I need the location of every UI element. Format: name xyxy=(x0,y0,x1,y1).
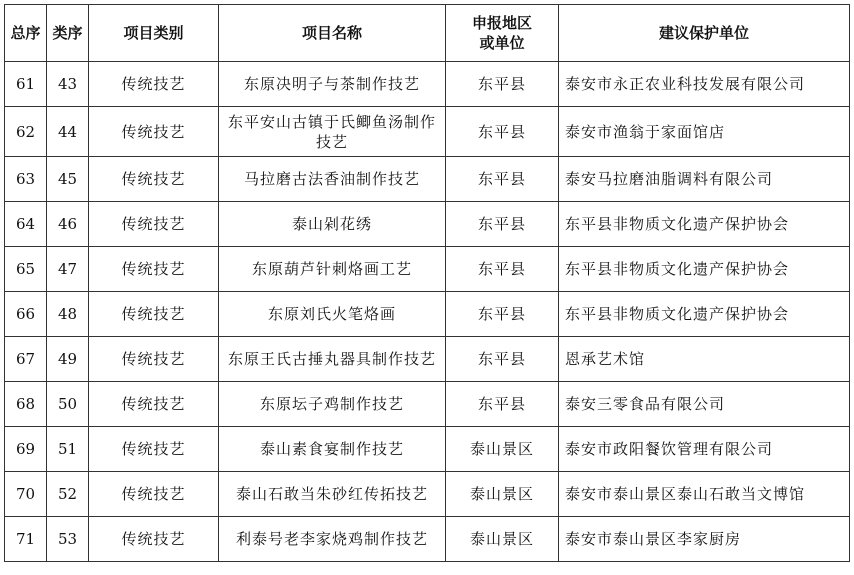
cell-total-no: 71 xyxy=(5,517,47,562)
cell-category: 传统技艺 xyxy=(89,427,219,472)
table-row xyxy=(5,202,850,247)
cell-region: 泰山景区 xyxy=(446,517,559,562)
cell-class-no: 46 xyxy=(47,202,89,247)
table-row xyxy=(5,472,850,517)
header-class-no: 类序 xyxy=(47,5,89,62)
cell-class-no: 51 xyxy=(47,427,89,472)
cell-project-name: 泰山素食宴制作技艺 xyxy=(219,427,446,472)
cell-region: 泰山景区 xyxy=(446,427,559,472)
cell-project-name: 泰山剁花绣 xyxy=(219,202,446,247)
cell-total-no: 64 xyxy=(5,202,47,247)
cell-category: 传统技艺 xyxy=(89,202,219,247)
cell-category: 传统技艺 xyxy=(89,62,219,107)
cell-total-no: 63 xyxy=(5,157,47,202)
cell-region: 东平县 xyxy=(446,247,559,292)
table-row xyxy=(5,517,850,562)
header-name: 项目名称 xyxy=(219,5,446,62)
table-row xyxy=(5,337,850,382)
cell-class-no: 47 xyxy=(47,247,89,292)
cell-project-name: 东原坛子鸡制作技艺 xyxy=(219,382,446,427)
cell-project-name: 泰山石敢当朱砂红传拓技艺 xyxy=(219,472,446,517)
header-region xyxy=(446,5,559,62)
header-unit: 建议保护单位 xyxy=(559,5,850,62)
cell-protection-unit: 泰安市渔翁于家面馆店 xyxy=(559,107,850,157)
cell-class-no: 50 xyxy=(47,382,89,427)
cell-protection-unit: 泰安市泰山景区泰山石敢当文博馆 xyxy=(559,472,850,517)
cell-class-no: 44 xyxy=(47,107,89,157)
table-row xyxy=(5,107,850,157)
table-row xyxy=(5,427,850,472)
cell-protection-unit: 泰安市永正农业科技发展有限公司 xyxy=(559,62,850,107)
cell-category: 传统技艺 xyxy=(89,382,219,427)
cell-project-name: 东原刘氏火笔烙画 xyxy=(219,292,446,337)
cell-protection-unit: 恩承艺术馆 xyxy=(559,337,850,382)
cell-total-no: 66 xyxy=(5,292,47,337)
cell-class-no: 48 xyxy=(47,292,89,337)
cell-total-no: 70 xyxy=(5,472,47,517)
cell-category: 传统技艺 xyxy=(89,472,219,517)
cell-project-name: 马拉磨古法香油制作技艺 xyxy=(219,157,446,202)
cell-total-no: 69 xyxy=(5,427,47,472)
cell-class-no: 43 xyxy=(47,62,89,107)
cell-category: 传统技艺 xyxy=(89,107,219,157)
cell-region: 东平县 xyxy=(446,202,559,247)
cell-total-no: 65 xyxy=(5,247,47,292)
cell-region: 东平县 xyxy=(446,382,559,427)
table-header-row xyxy=(5,5,850,62)
cell-region: 东平县 xyxy=(446,292,559,337)
table-row xyxy=(5,157,850,202)
cell-protection-unit: 泰安市政阳餐饮管理有限公司 xyxy=(559,427,850,472)
cell-total-no: 68 xyxy=(5,382,47,427)
cell-region: 东平县 xyxy=(446,337,559,382)
table-row xyxy=(5,292,850,337)
cell-category: 传统技艺 xyxy=(89,247,219,292)
cell-category: 传统技艺 xyxy=(89,292,219,337)
cell-total-no: 62 xyxy=(5,107,47,157)
table-row xyxy=(5,382,850,427)
table-row xyxy=(5,62,850,107)
cell-category: 传统技艺 xyxy=(89,157,219,202)
cell-category: 传统技艺 xyxy=(89,337,219,382)
cell-project-name: 利泰号老李家烧鸡制作技艺 xyxy=(219,517,446,562)
cell-protection-unit: 东平县非物质文化遗产保护协会 xyxy=(559,202,850,247)
cell-region: 泰山景区 xyxy=(446,472,559,517)
heritage-project-table xyxy=(4,4,850,562)
cell-protection-unit: 泰安马拉磨油脂调料有限公司 xyxy=(559,157,850,202)
cell-protection-unit: 泰安市泰山景区李家厨房 xyxy=(559,517,850,562)
cell-category: 传统技艺 xyxy=(89,517,219,562)
header-region-line2: 或单位 xyxy=(479,34,525,52)
cell-class-no: 53 xyxy=(47,517,89,562)
cell-project-name: 东原葫芦针刺烙画工艺 xyxy=(219,247,446,292)
header-category: 项目类别 xyxy=(89,5,219,62)
cell-class-no: 45 xyxy=(47,157,89,202)
cell-total-no: 61 xyxy=(5,62,47,107)
table-row xyxy=(5,247,850,292)
cell-class-no: 49 xyxy=(47,337,89,382)
cell-protection-unit: 东平县非物质文化遗产保护协会 xyxy=(559,247,850,292)
cell-total-no: 67 xyxy=(5,337,47,382)
cell-project-name: 东原决明子与茶制作技艺 xyxy=(219,62,446,107)
cell-region: 东平县 xyxy=(446,62,559,107)
cell-class-no: 52 xyxy=(47,472,89,517)
header-region-line1: 申报地区 xyxy=(471,14,532,32)
header-total-no: 总序 xyxy=(5,5,47,62)
cell-protection-unit: 泰安三零食品有限公司 xyxy=(559,382,850,427)
cell-protection-unit: 东平县非物质文化遗产保护协会 xyxy=(559,292,850,337)
cell-project-name: 东原王氏古捶丸器具制作技艺 xyxy=(219,337,446,382)
cell-project-name: 东平安山古镇于氏鲫鱼汤制作技艺 xyxy=(219,107,446,157)
cell-region: 东平县 xyxy=(446,107,559,157)
cell-region: 东平县 xyxy=(446,157,559,202)
